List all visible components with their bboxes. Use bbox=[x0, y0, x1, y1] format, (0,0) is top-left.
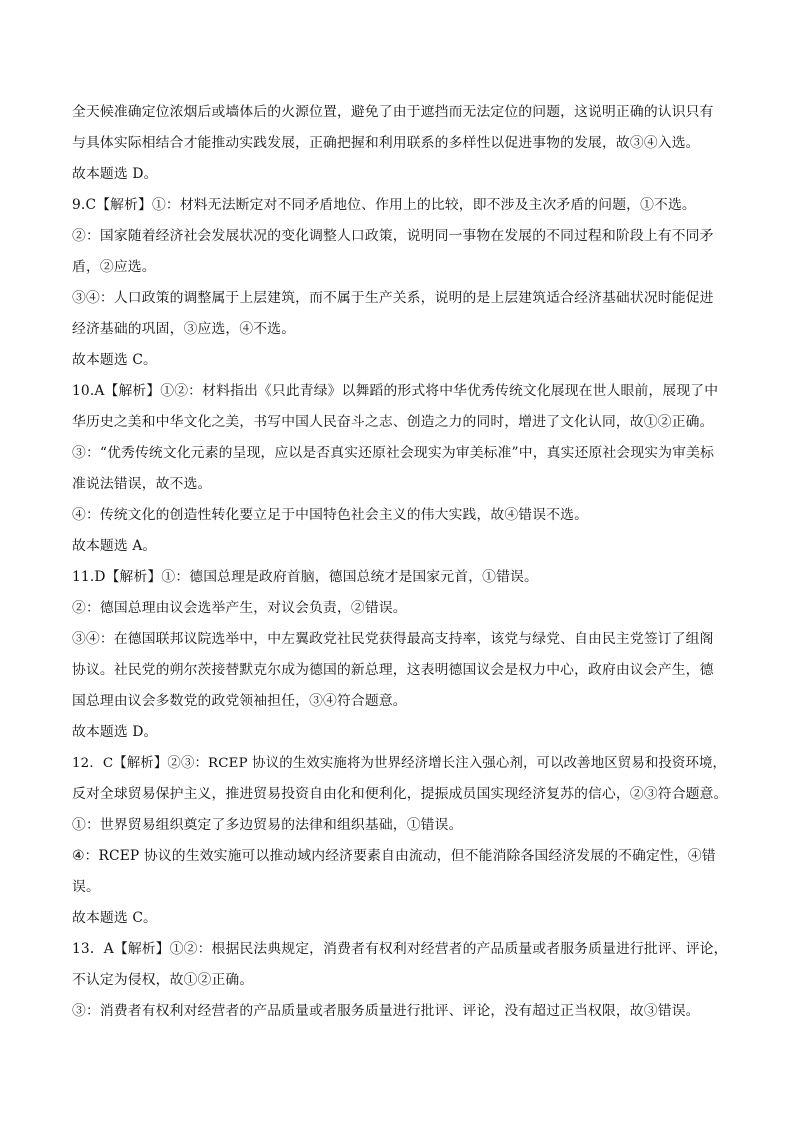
text-line: 盾，②应选。 bbox=[72, 259, 156, 275]
text-line: ①：世界贸易组织奠定了多边贸易的法律和组织基础，①错误。 bbox=[72, 817, 463, 833]
text-line: 13．A【解析】①②：根据民法典规定，消费者有权利对经营者的产品质量或者服务质量进行批评、评论， bbox=[72, 941, 728, 957]
text-line: ④：传统文化的创造性转化要立足于中国特色社会主义的伟大实践，故④错误不选。 bbox=[72, 507, 589, 523]
text-line: ③：消费者有权利对经营者的产品质量或者服务质量进行批评、评论，没有超过正当权限，故③错误。 bbox=[72, 1003, 700, 1019]
text-line: 故本题选 A。 bbox=[72, 538, 157, 554]
text-line: 国总理由议会多数党的政党领袖担任，③④符合题意。 bbox=[72, 693, 407, 709]
text-line: 故本题选 C。 bbox=[72, 910, 157, 926]
text-line: 准说法错误，故不选。 bbox=[72, 476, 212, 492]
text-line: 10.A【解析】①②：材料指出《只此青绿》以舞蹈的形式将中华优秀传统文化展现在世人眼前，展现了中 bbox=[72, 383, 719, 399]
text-line: 12．C【解析】②③：RCEP 协议的生效实施将为世界经济增长注入强心剂，可以改善地区贸易和投资环境， bbox=[72, 756, 727, 771]
text-line: ②：国家随着经济社会发展状况的变化调整人口政策，说明同一事物在发展的不同过程和阶段上有不同矛 bbox=[72, 228, 714, 244]
text-line: 不认定为侵权，故①②正确。 bbox=[72, 972, 254, 988]
text-line: ②：德国总理由议会选举产生，对议会负责，②错误。 bbox=[72, 600, 407, 616]
text-line: 故本题选 D。 bbox=[72, 166, 158, 182]
text-line: 华历史之美和中华文化之美，书写中国人民奋斗之志、创造之力的同时，增进了文化认同，故①②正确。 bbox=[72, 414, 714, 430]
text-line: 与具体实际相结合才能推动实践发展，正确把握和利用联系的多样性以促进事物的发展，故③④入选。 bbox=[72, 135, 700, 151]
text-line: ④：RCEP 协议的生效实施可以推动域内经济要素自由流动，但不能消除各国经济发展的不确定性，④错 bbox=[72, 848, 716, 864]
answer-explanations bbox=[72, 97, 732, 1027]
text-line: 反对全球贸易保护主义，推进贸易投资自由化和便利化，提振成员国实现经济复苏的信心，②③符合题意。 bbox=[72, 786, 728, 802]
text-line: ③：“优秀传统文化元素的呈现，应以是否真实还原社会现实为审美标准”中，真实还原社会现实为审美标 bbox=[72, 445, 715, 461]
text-line: 经济基础的巩固，③应选，④不选。 bbox=[72, 321, 296, 337]
text-line: 故本题选 D。 bbox=[72, 724, 158, 740]
text-line: ③④：人口政策的调整属于上层建筑，而不属于生产关系，说明的是上层建筑适合经济基础状况时能促进 bbox=[72, 290, 714, 306]
text-line: 故本题选 C。 bbox=[72, 352, 157, 368]
text-line: 9.C【解析】①：材料无法断定对不同矛盾地位、作用上的比较，即不涉及主次矛盾的问题，①不选。 bbox=[72, 197, 696, 213]
text-line: 11.D【解析】①：德国总理是政府首脑，德国总统才是国家元首，①错误。 bbox=[72, 569, 538, 585]
text-line: 误。 bbox=[72, 879, 100, 895]
text-line: 全天候准确定位浓烟后或墙体后的火源位置，避免了由于遮挡而无法定位的问题，这说明正确的认识只有 bbox=[72, 104, 714, 120]
text-line: ③④：在德国联邦议院选举中，中左翼政党社民党获得最高支持率，该党与绿党、自由民主党签订了组阁 bbox=[72, 631, 714, 647]
text-line: 协议。社民党的朔尔茨接替默克尔成为德国的新总理，这表明德国议会是权力中心，政府由议会产生，德 bbox=[72, 662, 714, 678]
